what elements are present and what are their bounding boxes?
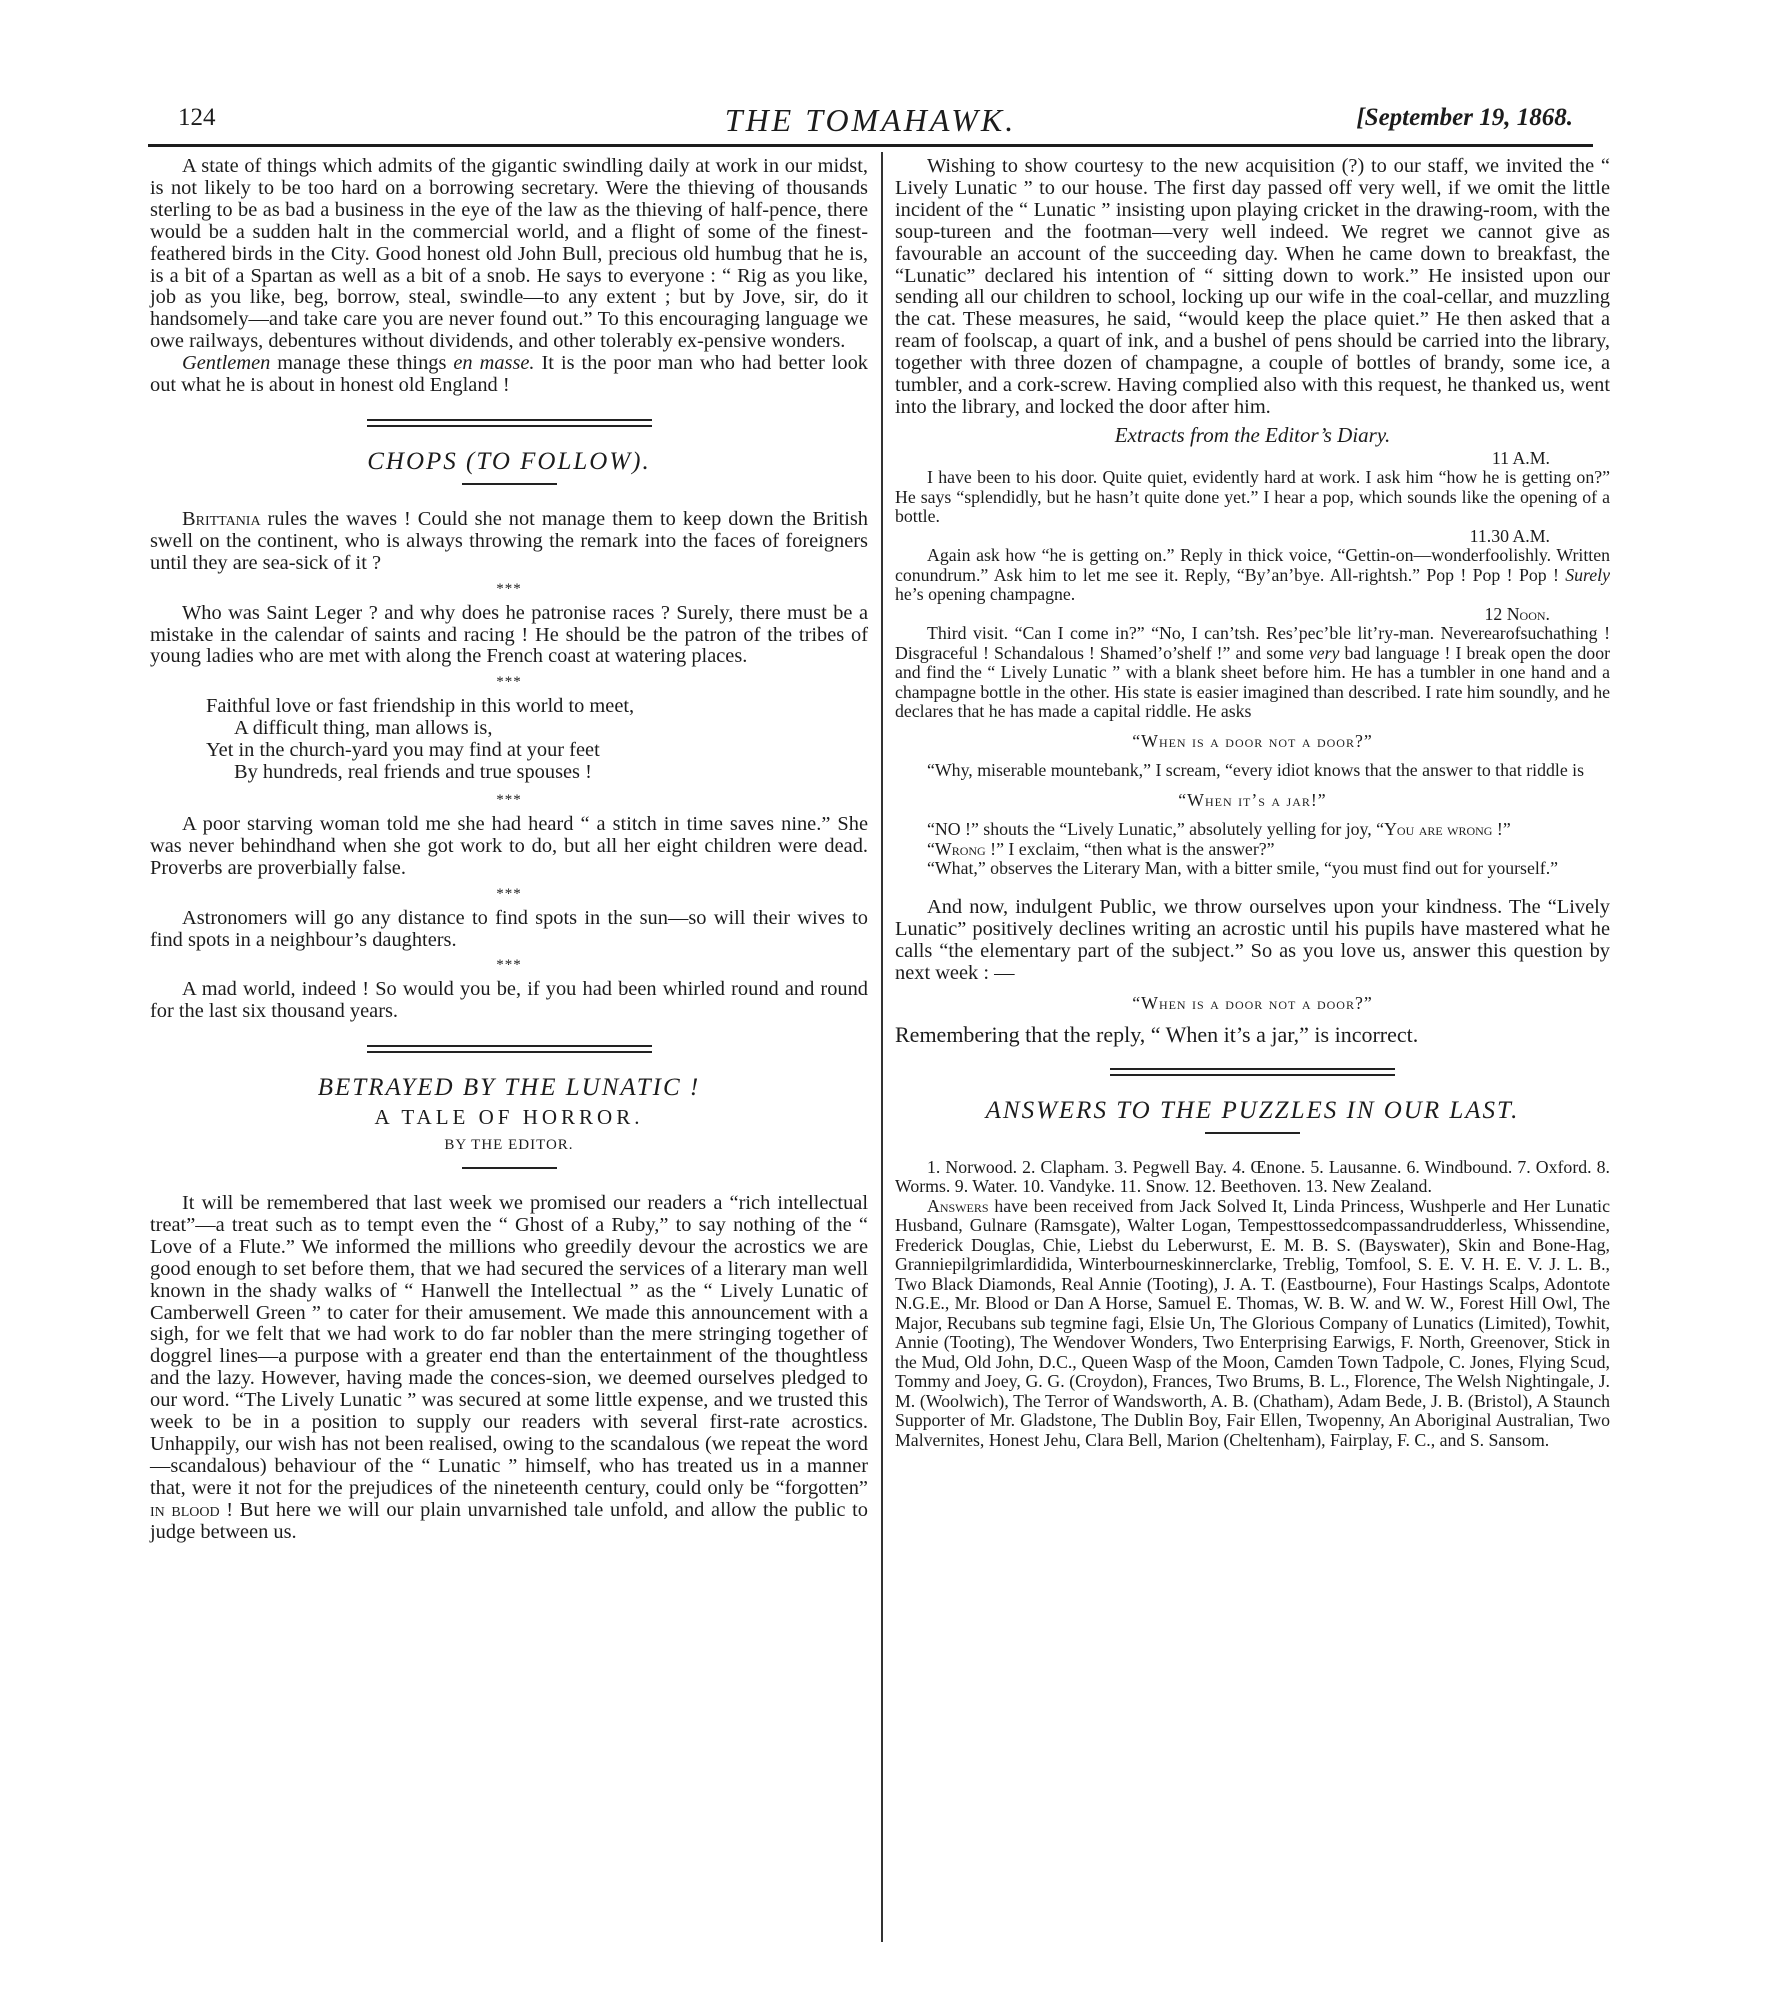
poem-line: Yet in the church-yard you may find at your feet xyxy=(206,739,600,762)
answers-heading: ANSWERS TO THE PUZZLES IN OUR LAST. xyxy=(985,1096,1520,1124)
betrayed-heading: BETRAYED BY THE LUNATIC ! xyxy=(317,1074,701,1102)
chops-paragraph-3: A poor starving woman told me she had heard “ a stitch in time saves nine.” She was never behindhand when she got work to do, but all her eight children were dead. Proverbs are proverbially false. xyxy=(150,812,868,879)
riddle-question: “When is a door not a door?” xyxy=(1132,730,1373,751)
right-column xyxy=(895,156,1610,1450)
diary-entry: I have been to his door. Quite quiet, evidently hard at work. I ask him “how he is getting on?” He says “splendidly, but he hasn’t quite done yet.” I hear a pop, which sounds like the opening of a bottle. xyxy=(895,467,1610,527)
riddle-answer: “When it’s a jar!” xyxy=(1178,789,1327,810)
chops-heading: CHOPS (TO FOLLOW). xyxy=(367,447,651,475)
page-number: 124 xyxy=(178,104,216,131)
chops-poem xyxy=(206,696,868,784)
answers-block xyxy=(895,1158,1610,1451)
issue-date: [September 19, 1868. xyxy=(1356,104,1573,131)
intro-paragraph-1: A state of things which admits of the gigantic swindling daily at work in our midst, is not likely to be too hard on a borrowing secretary. Were the thieving of thousands sterling to be as bad a business in the eye of the law as the thieving of half-pence, there would be a sudden halt in the commercial world, and a flight of some of the finest-feathered birds in the City. Good honest old John Bull, precious old humbug that he is, is a bit of a Spartan as well as a bit of a snob. He says to everyone : “ Rig as you like, job as you like, beg, borrow, steal, swindle—to any extent ; but by Jove, sir, do it handsomely—and take care you are never found out.” To this encouraging language we owe railways, debentures without dividends, and other tolerably ex-pensive wonders. xyxy=(150,155,868,353)
lunatic-paragraph-1: Wishing to show courtesy to the new acquisition (?) to our staff, we invited the “ Lively Lunatic ” to our house. The first day passed off very well, if we omit the little incident of the “ Lunatic ” insisting upon playing cricket in the drawing-room, with the soup-tureen and the footman—very well indeed. We regret we cannot give as favourable an account of the succeeding day. When he came down to breakfast, the “Lunatic” declared his intention of “ sitting down to work.” He insisted upon our sending all our children to school, locking up our wife in the coal-cellar, and muzzling the cat. These measures, he said, “would keep the place quiet.” He then asked that a ream of foolscap, a quart of ink, and a bushel of pens should be carried into the library, together with three dozen of champagne, a couple of bottles of brandy, some ice, a tumbler, and a cork-screw. Having complied also with this request, he thanked us, went into the library, and locked the door after him. xyxy=(895,155,1610,418)
masthead xyxy=(148,98,1593,147)
chops-paragraph-2: Who was Saint Leger ? and why does he patronise races ? Surely, there must be a mistake in the calendar of saints and racing ! He should be the patron of the tribes of young ladies who are met with along the French coast at watering places. xyxy=(150,601,868,668)
poem-line: A difficult thing, man allows is, xyxy=(234,717,493,740)
diary-entry: “NO !” shouts the “Lively Lunatic,” absolutely yelling for joy, “You are wrong !” xyxy=(927,819,1511,840)
diary-time: 11 A.M. xyxy=(1491,447,1550,468)
heading-rule xyxy=(1205,1132,1300,1134)
diary-entry: Third visit. “Can I come in?” “No, I can’tsh. Res’pec’ble lit’ry-man. Neverearofsuchathing ! Disgraceful ! Schandalous ! Shamed’o’shelf !” and some very bad language ! I break open the door and find the “ Lively Lunatic ” with a blank sheet before him. He has a tumbler in one hand and a champagne bottle in the other. His state is easier imagined than described. I rate him soundly, and he declares that he has made a capital riddle. He asks xyxy=(895,623,1610,722)
betrayed-paragraph-1: It will be remembered that last week we promised our readers a “rich intellectual treat”—a treat such as to tempt even the “ Ghost of a Ruby,” to say nothing of the “ Love of a Flute.” We informed the millions who greedily devour the acrostics we are good enough to set before them, that we had secured the services of a literary man well known in the shady walks of “ Hanwell the Intellectual ” as the “ Lively Lunatic of Camberwell Green ” to cater for their amusement. We made this announcement with a sigh, for we felt that we had work to do far nobler than the mere stringing together of doggrel lines—a purpose with a greater end than the entertainment of the thoughtless and the lazy. However, having made the conces-sion, we deemed ourselves pledged to our word. “The Lively Lunatic ” was secured at some little expense, and we trusted this week to be in a position to supply our readers with several first-rate acrostics. Unhappily, our wish has not been realised, owing to the scandalous (we repeat the word—scandalous) behaviour of the “ Lunatic ” himself, who has treated us in a manner that, were it not for the prejudices of the nineteenth century, could only be “forgotten” in blood ! But here we will our plain unvarnished tale unfold, and allow the public to judge between us. xyxy=(150,1192,868,1543)
diary-entry: Again ask how “he is getting on.” Reply in thick voice, “Gettin-on—wonderfoolishly. Written conundrum.” Ask him to let me see it. Reply, “By’an’bye. All-rightsh.” Pop ! Pop ! Pop ! Surely he’s opening champagne. xyxy=(895,545,1610,605)
heading-rule xyxy=(462,1167,557,1169)
diary-extracts xyxy=(895,449,1610,879)
asterism: *** xyxy=(496,580,522,597)
diary-heading: Extracts from the Editor’s Diary. xyxy=(1114,422,1391,447)
lunatic-closing-line: Remembering that the reply, “ When it’s a jar,” is incorrect. xyxy=(895,1021,1419,1047)
column-divider xyxy=(881,152,883,1942)
asterism: *** xyxy=(496,885,522,902)
asterism: *** xyxy=(496,957,522,974)
chops-paragraph-5: A mad world, indeed ! So would you be, if you had been whirled round and round for the last six thousand years. xyxy=(150,978,868,1023)
riddle-question: “When is a door not a door?” xyxy=(1132,993,1373,1014)
section-rule xyxy=(367,419,652,427)
asterism: *** xyxy=(496,791,522,808)
left-column xyxy=(150,156,868,1544)
betrayed-subheading: A TALE OF HORROR. xyxy=(374,1105,644,1130)
betrayed-byline: BY THE EDITOR. xyxy=(444,1137,574,1154)
heading-rule xyxy=(462,483,557,485)
answers-list: 1. Norwood. 2. Clapham. 3. Pegwell Bay. 4. Œnone. 5. Lausanne. 6. Windbound. 7. Oxford. 8. Worms. 9. Water. 10. Vandyke. 11. Snow. 12. Beethoven. 13. New Zealand. xyxy=(895,1156,1610,1197)
diary-entry: “Wrong !” I exclaim, “then what is the answer?” xyxy=(927,838,1275,859)
intro-paragraph-2: Gentlemen manage these things en masse. It is the poor man who had better look out what he is about in honest old England ! xyxy=(150,352,868,397)
chops-paragraph-1: Brittania rules the waves ! Could she not manage them to keep down the British swell on the continent, who is always throwing the remark into the faces of foreigners until they are sea-sick of it ? xyxy=(150,507,868,574)
chops-paragraph-4: Astronomers will go any distance to find spots in the sun—so will their wives to find spots in a neighbour’s daughters. xyxy=(150,906,868,951)
diary-time: 12 Noon. xyxy=(1484,603,1550,624)
section-rule xyxy=(367,1045,652,1053)
section-rule xyxy=(1110,1068,1395,1076)
lunatic-paragraph-2: And now, indulgent Public, we throw ourselves upon your kindness. The “Lively Lunatic” positively declines writing an acrostic until his pupils have mastered what he calls “the elementary part of the subject.” So as you love us, answer this question by next week : — xyxy=(895,895,1610,984)
diary-entry: “Why, miserable mountebank,” I scream, “every idiot knows that the answer to that riddle is xyxy=(927,760,1585,781)
diary-time: 11.30 A.M. xyxy=(1469,525,1550,546)
asterism: *** xyxy=(496,674,522,691)
publication-title: THE TOMAHAWK. xyxy=(724,102,1017,138)
answers-received: Answers have been received from Jack Solved It, Linda Princess, Wushperle and Her Lunatic Husband, Gulnare (Ramsgate), Walter Logan, Tempesttossedcompassandrudderless, Whissendine, Frederick Douglas, Chie, Liebst du Leberwurst, E. M. B. S. (Bayswater), Skin and Bone-Hag, Granniepilgrimlardidida, Winterbourneskinnerclarke, Treblig, Tomfool, S. E. V. H. E. V. J. L. B., Two Black Diamonds, Real Annie (Tooting), J. A. T. (Eastbourne), Four Hastings Scalps, Adontote N.G.E., Mr. Blood or Dan A Horse, Samuel E. Thomas, W. B. W. and W. W., Forest Hill Owl, The Major, Recubans sub tegmine fagi, Elsie Un, The Glorious Company of Lunatics (Limited), Towhit, Annie (Tooting), The Wendover Wonders, Two Enterprising Earwigs, F. North, Greenover, Stick in the Mud, Old John, D.C., Queen Wasp of the Moon, Camden Town Tadpole, C. Jones, Flying Scud, Tommy and Joey, G. G. (Croydon), Frances, Two Brums, B. L., Florence, The Welsh Nightingale, J. M. (Woolwich), The Terror of Wandsworth, A. B. (Chatham), Adam Bede, J. B. (Bristol), A Staunch Supporter of Mr. Gladstone, The Dublin Boy, Fair Ellen, Twopenny, An Aboriginal Australian, Two Malvernites, Honest Jehu, Clara Bell, Marion (Cheltenham), Fairplay, F. C., and S. Sansom. xyxy=(895,1195,1610,1450)
poem-line: By hundreds, real friends and true spouses ! xyxy=(234,761,592,784)
poem-line: Faithful love or fast friendship in this world to meet, xyxy=(206,695,635,718)
diary-entry: “What,” observes the Literary Man, with a bitter smile, “you must find out for yourself.” xyxy=(927,858,1559,879)
